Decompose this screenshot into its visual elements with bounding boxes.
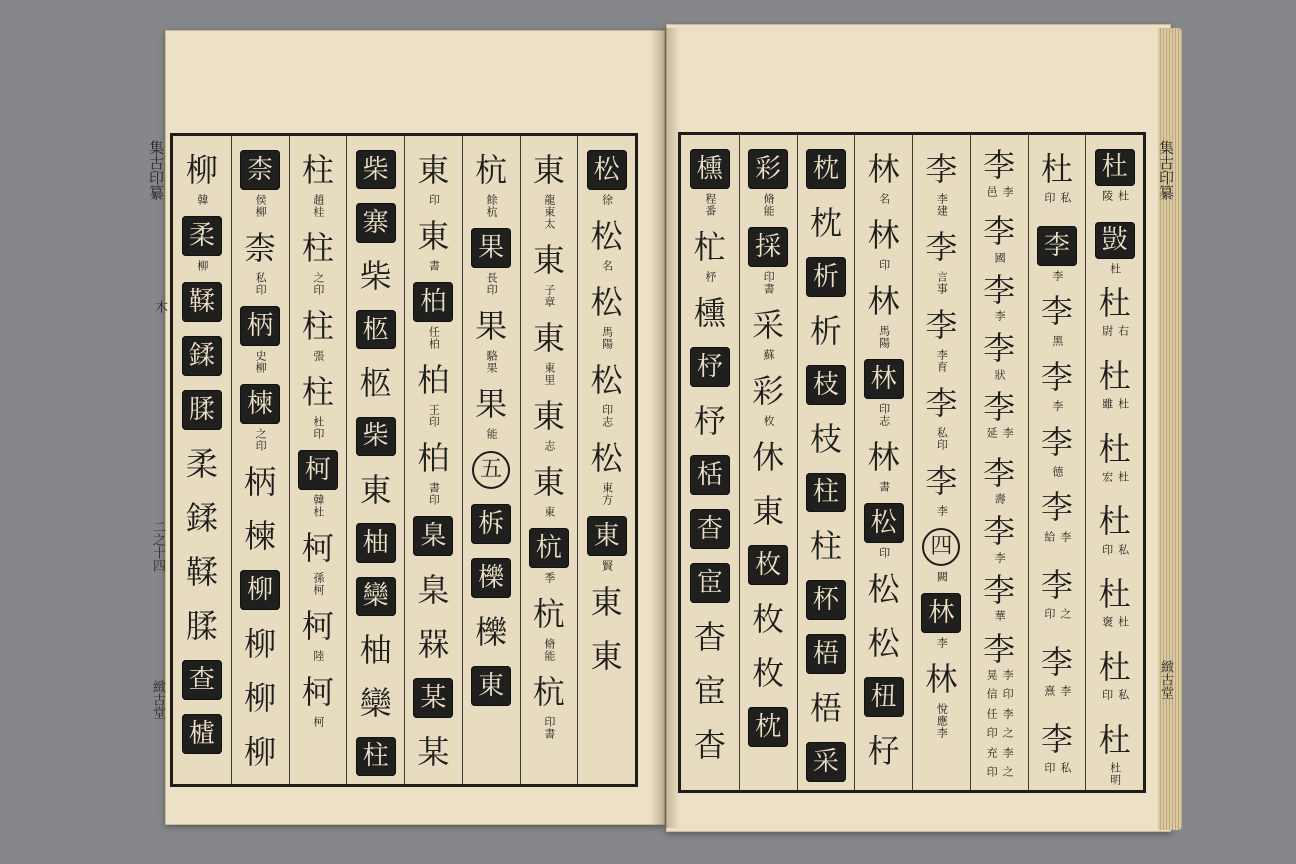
seal-character: 梧 [809,689,842,728]
left-margin-section: 木 [152,300,167,313]
seal-caption: 李給 [1042,531,1072,544]
seal-character: 果 [475,385,508,423]
seal-character: 李 [1040,292,1073,331]
seal-character: 杜 [1098,283,1131,322]
seal-caption: 壽 [993,493,1007,506]
seal-character: 休 [752,438,785,476]
seal-character: 李 [925,228,958,266]
seal-caption: 馬陽 [600,326,614,350]
seal-caption: 李 [993,310,1007,323]
seal-caption: 趙桂 [311,194,325,218]
seal-character: 某 [417,733,450,771]
seal-impression: 採 [748,227,788,267]
seal-impression: 楝 [240,384,280,424]
seal-character: 楝 [244,517,277,555]
seal-caption: 私印 [1100,689,1130,702]
seal-caption: 徐 [600,194,614,206]
seal-caption: 志 [542,440,556,452]
seal-impression: 某 [413,678,453,718]
seal-character: 松 [590,361,623,399]
right-margin-title: 集古印纂 [1157,140,1175,200]
seal-character: 李 [983,453,1016,492]
seal-character: 杜 [1098,502,1131,541]
seal-character: 柳 [244,625,277,663]
seal-caption: 悅 [935,703,949,715]
seal-character: 鞣 [185,553,218,591]
seal-impression: 柚 [356,523,396,562]
seal-character: 李 [1040,488,1073,527]
seal-impression: 松 [864,503,904,543]
seal-impression: 柱 [356,737,396,776]
seal-character: 李 [983,329,1016,368]
seal-character: 柏 [417,439,450,477]
seal-column [854,135,912,790]
seal-caption: 杜宏 [1100,470,1130,483]
left-seal-frame [170,133,638,787]
seal-caption: 之印 [985,727,1015,740]
seal-caption: 任柏 [427,326,441,350]
seal-character: 東 [532,241,565,279]
seal-character: 柳 [244,733,277,771]
seal-character: 李 [925,150,958,188]
seal-character: 李 [925,384,958,422]
seal-character: 杧 [693,228,726,266]
seal-character: 采 [752,306,785,344]
seal-character: 杍 [867,732,900,770]
seal-caption: 私印 [254,272,268,296]
seal-impression: 杜 [1095,149,1135,186]
seal-impression: 枕 [806,149,846,189]
seal-caption: 柳 [195,260,209,272]
seal-impression: 栝 [690,455,730,495]
seal-impression: 東 [587,516,627,556]
seal-caption: 王印 [427,404,441,428]
seal-impression: 果 [471,228,511,268]
seal-impression: 查 [182,660,222,700]
seal-impression: 柰 [240,150,280,190]
seal-character: 柔 [185,445,218,483]
seal-caption: 東方 [600,482,614,506]
seal-column [970,135,1028,790]
seal-impression: 柔 [182,216,222,256]
seal-caption: 杜印 [311,416,325,440]
seal-caption: 杜 [1108,762,1122,775]
seal-character: 李 [1040,642,1073,681]
seal-character: 槑 [417,625,450,663]
seal-impression: 梧 [806,634,846,674]
seal-character: 杳 [693,618,726,656]
seal-character: 柱 [301,373,334,411]
seal-caption: 龍東太 [542,194,556,230]
seal-impression: 宦 [690,563,730,603]
seal-caption: 李 [935,727,949,739]
seal-caption: 陸 [311,650,325,662]
seal-impression: 李 [1037,226,1077,265]
seal-caption: 柯 [311,716,325,728]
seal-caption: 書 [877,481,891,493]
seal-character: 松 [590,217,623,255]
seal-caption: 侯柳 [254,194,268,218]
seal-column [520,136,578,784]
seal-impression: 枝 [806,365,846,405]
seal-caption: 李建 [935,193,949,217]
seal-character: 柏 [417,361,450,399]
seal-character: 李 [983,212,1016,251]
seal-character: 東 [590,583,623,621]
seal-character: 柳 [185,151,218,189]
seal-character: 林 [867,282,900,320]
seal-caption: 李 [1050,269,1064,282]
seal-caption: 印書 [762,271,776,295]
seal-character: 杭 [532,673,565,711]
seal-character: 杳 [693,726,726,764]
seal-caption: 杼 [703,271,717,283]
seal-caption: 脩能 [762,193,776,217]
seal-caption: 之印 [254,428,268,452]
seal-caption: 闕 [935,571,949,583]
seal-caption: 李 [935,637,949,649]
seal-impression: 林 [864,359,904,399]
seal-caption: 賢 [600,560,614,572]
seal-caption: 私印 [1100,543,1130,556]
seal-caption: 書印 [427,482,441,506]
seal-character: 東 [532,463,565,501]
seal-impression: 杳 [690,509,730,549]
seal-impression: 彩 [748,149,788,189]
seal-character: 李 [925,462,958,500]
seal-impression: 臬 [413,516,453,556]
seal-character: 杜 [1098,647,1131,686]
seal-caption: 名 [877,193,891,205]
seal-character: 臬 [417,571,450,609]
seal-caption: 脩能 [542,638,556,662]
seal-impression: 柯 [298,450,338,490]
seal-character: 枕 [809,203,842,242]
seal-character: 李 [983,629,1016,668]
seal-character: 東 [532,151,565,189]
seal-impression: 柄 [240,306,280,346]
seal-caption: 應 [935,715,949,727]
seal-caption: 書 [427,260,441,272]
seal-character: 東 [590,637,623,675]
seal-character: 杜 [1098,356,1131,395]
seal-character: 東 [752,492,785,530]
seal-caption: 明 [1108,774,1122,787]
seal-impression: 樝 [182,714,222,754]
seal-character: 杭 [475,151,508,189]
seal-character: 杭 [532,595,565,633]
seal-character: 李 [983,146,1016,185]
seal-caption: 杜陵 [1100,189,1130,202]
seal-character: 果 [475,307,508,345]
seal-column [462,136,520,784]
seal-caption: 李 [1050,400,1064,413]
seal-impression: 采 [806,742,846,782]
seal-character: 松 [590,283,623,321]
seal-caption: 狀 [993,368,1007,381]
seal-caption: 印 [877,259,891,271]
seal-character: 枝 [809,419,842,458]
seal-caption: 程番 [703,193,717,217]
seal-character: 柚 [359,630,392,669]
seal-caption: 張 [311,350,325,362]
seal-character: 四 [921,527,961,567]
seal-character: 李 [983,270,1016,309]
seal-character: 柯 [301,673,334,711]
seal-column [577,136,635,784]
seal-caption: 子章 [542,284,556,308]
book-gutter [650,28,680,828]
seal-caption: 李任 [985,707,1015,720]
seal-character: 析 [809,311,842,350]
seal-character: 松 [867,624,900,662]
seal-caption: 華 [993,610,1007,623]
seal-character: 柯 [301,529,334,567]
seal-caption: 之印 [985,766,1015,779]
seal-character: 柩 [359,363,392,402]
seal-caption: 印書 [542,716,556,740]
seal-character: 李 [983,571,1016,610]
seal-character: 林 [867,438,900,476]
seal-impression: 櫄 [690,149,730,189]
seal-caption: 黑 [1050,334,1064,347]
seal-impression: 柝 [471,504,511,544]
seal-impression: 柩 [356,310,396,349]
left-margin-folio: 二之十四 [150,520,165,572]
seal-column [404,136,462,784]
left-margin-title: 集古印纂 [147,140,165,200]
seal-character: 柄 [244,463,277,501]
seal-impression: 東 [471,666,511,706]
seal-character: 柳 [244,679,277,717]
seal-caption: 德 [1050,465,1064,478]
seal-impression: 柳 [240,570,280,610]
seal-caption: 韓 [195,194,209,206]
seal-impression: 鍒 [182,336,222,376]
seal-character: 彩 [752,372,785,410]
seal-character: 鍒 [185,499,218,537]
seal-character: 林 [925,660,958,698]
seal-character: 李 [1040,423,1073,462]
seal-caption: 能 [485,428,499,440]
seal-impression: 析 [806,257,846,297]
seal-character: 杜 [1098,429,1131,468]
seal-caption: 名 [600,260,614,272]
seal-character: 東 [359,470,392,509]
seal-column [173,136,231,784]
seal-impression: 杭 [529,528,569,568]
seal-caption: 李育 [935,349,949,373]
seal-impression: 杯 [806,580,846,620]
seal-character: 李 [983,387,1016,426]
seal-caption: 季 [542,572,556,584]
seal-character: 柱 [301,229,334,267]
seal-caption: 李邑 [985,185,1015,198]
seal-character: 松 [867,570,900,608]
seal-column [797,135,855,790]
seal-impression: 枚 [748,545,788,585]
seal-caption: 東 [542,506,556,518]
seal-character: 柯 [301,607,334,645]
seal-column [912,135,970,790]
seal-character: 柰 [244,229,277,267]
seal-character: 枚 [752,600,785,638]
seal-character: 杜 [1098,575,1131,614]
seal-impression: 櫟 [471,558,511,598]
seal-caption: 馬陽 [877,325,891,349]
seal-caption: 印志 [600,404,614,428]
seal-impression: 鞣 [182,282,222,322]
seal-character: 東 [417,151,450,189]
seal-impression: 柱 [806,473,846,513]
right-seal-frame [678,132,1146,793]
seal-caption: 李 [993,551,1007,564]
seal-column [681,135,739,790]
seal-caption: 李充 [985,746,1015,759]
seal-caption: 李晃 [985,668,1015,681]
seal-impression: 柴 [356,417,396,456]
seal-character: 枚 [752,654,785,692]
seal-impression: 林 [921,593,961,633]
seal-caption: 國 [993,251,1007,264]
seal-impression: 敱 [1095,222,1135,259]
seal-column [1085,135,1143,790]
right-margin-bottom: 緻古堂 [1158,660,1173,699]
seal-column [739,135,797,790]
seal-character: 松 [590,439,623,477]
seal-impression: 腬 [182,390,222,430]
seal-caption: 印信 [985,688,1015,701]
seal-caption: 印志 [877,403,891,427]
seal-column [346,136,404,784]
seal-caption: 史柳 [254,350,268,374]
seal-caption: 私印 [1042,762,1072,775]
seal-caption: 私印 [935,427,949,451]
seal-impression: 枕 [748,707,788,747]
seal-caption: 之印 [1042,608,1072,621]
seal-character: 李 [983,512,1016,551]
seal-character: 杜 [1040,149,1073,188]
seal-caption: 長印 [485,272,499,296]
seal-impression: 柴 [356,150,396,189]
seal-impression: 杻 [864,677,904,717]
seal-character: 杼 [693,402,726,440]
seal-caption: 杜雖 [1100,398,1130,411]
seal-character: 東 [532,397,565,435]
seal-caption: 右尉 [1100,325,1130,338]
seal-character: 林 [867,216,900,254]
seal-column [289,136,347,784]
seal-caption: 韓杜 [311,494,325,518]
seal-impression: 柏 [413,282,453,322]
seal-character: 李 [925,306,958,344]
seal-character: 東 [417,217,450,255]
seal-character: 李 [1040,357,1073,396]
seal-caption: 私印 [1042,192,1072,205]
seal-caption: 印 [877,547,891,559]
seal-caption: 駱果 [485,350,499,374]
seal-column [231,136,289,784]
seal-impression: 欒 [356,577,396,616]
left-margin-bottom: 緻古堂 [150,680,165,719]
seal-character: 柱 [301,307,334,345]
seal-caption: 枚 [762,415,776,427]
seal-caption: 孫柯 [311,572,325,596]
seal-caption: 之印 [311,272,325,296]
seal-caption: 李熹 [1042,685,1072,698]
seal-caption: 餘杭 [485,194,499,218]
seal-character: 東 [532,319,565,357]
seal-caption: 李 [935,505,949,517]
seal-character: 櫄 [693,294,726,332]
seal-caption: 蘇 [762,349,776,361]
seal-character: 欒 [359,683,392,722]
seal-caption: 東里 [542,362,556,386]
seal-caption: 杜 [1108,262,1122,275]
seal-character: 柱 [809,527,842,566]
seal-character: 李 [1040,565,1073,604]
seal-caption: 印 [427,194,441,206]
seal-character: 五 [471,450,511,490]
seal-character: 柴 [359,257,392,296]
seal-character: 櫟 [475,613,508,651]
seal-character: 宦 [693,672,726,710]
seal-impression: 松 [587,150,627,190]
seal-impression: 杼 [690,347,730,387]
seal-caption: 杜褒 [1100,616,1130,629]
seal-character: 腬 [185,607,218,645]
seal-caption: 李延 [985,427,1015,440]
seal-character: 林 [867,150,900,188]
seal-character: 柱 [301,151,334,189]
seal-character: 李 [1040,719,1073,758]
seal-column [1028,135,1086,790]
seal-character: 杜 [1098,720,1131,759]
seal-impression: 寨 [356,203,396,242]
seal-caption: 言事 [935,271,949,295]
